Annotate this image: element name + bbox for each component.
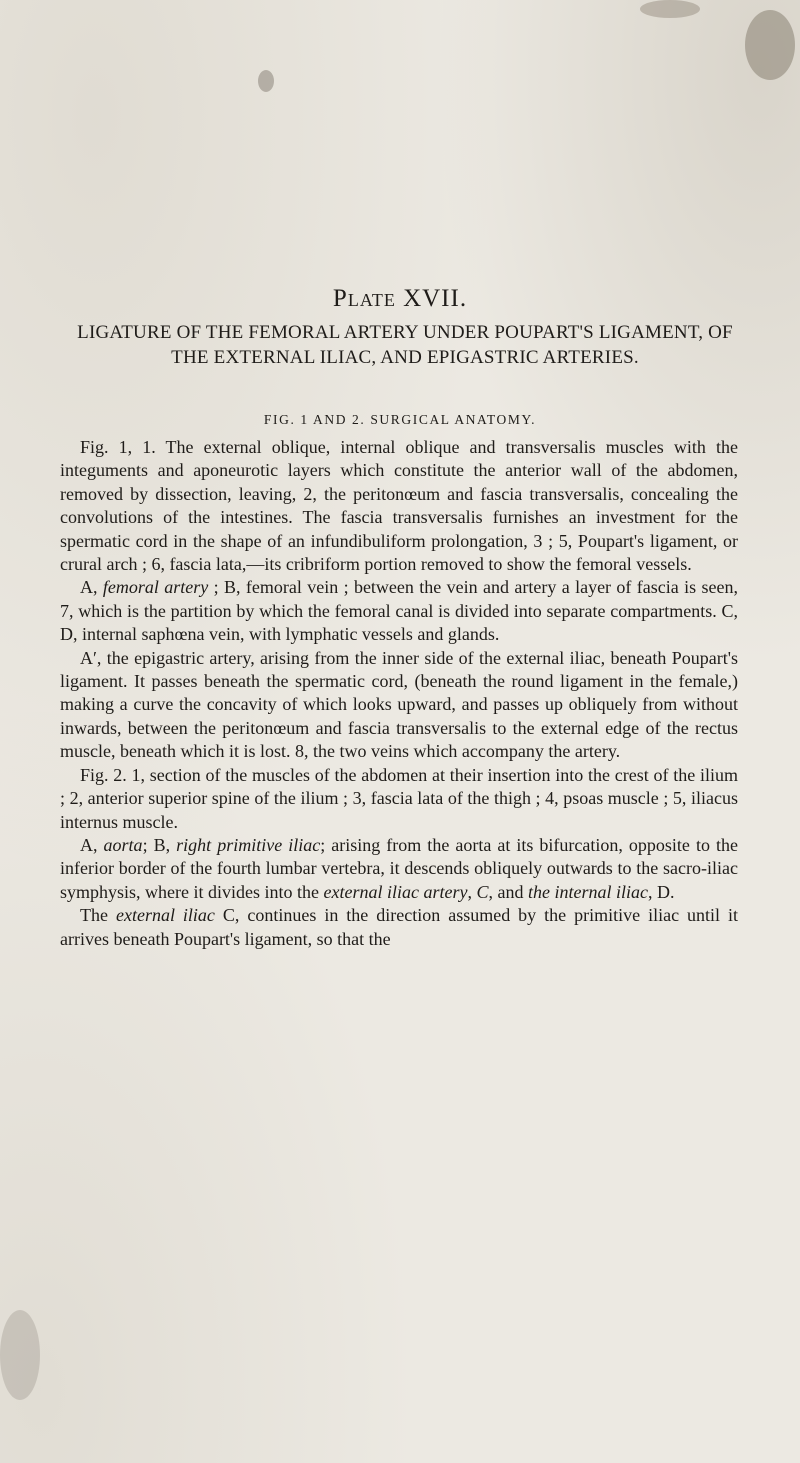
paragraph — [60, 647, 738, 764]
italic-term: the internal iliac — [527, 881, 648, 902]
main-title: LIGATURE OF THE FEMORAL ARTERY UNDER POUPART'S LIGAMENT, OF THE EXTERNAL ILIAC, AND EPIGASTRIC ARTERIES. — [77, 322, 733, 368]
text-run: ; arising from the aorta at its bifurcation, opposite to the inferior border of the fourth lumbar vertebra, it descends obliquely outwards to the sacro-iliac symphysis, where it divides into the — [60, 834, 738, 902]
italic-term: femoral artery — [102, 577, 209, 598]
ink-stain — [258, 70, 274, 92]
text-run: The — [80, 905, 116, 926]
figure-heading: FIG. 1 AND 2. SURGICAL ANATOMY. — [263, 412, 537, 427]
text-run: A, — [80, 577, 103, 598]
paragraph — [60, 904, 738, 951]
text-run: , and — [488, 881, 528, 902]
text-run: C, continues in the direction assumed by the primitive iliac until it arrives beneath Poupart's ligament, so that the — [60, 905, 739, 949]
text-run: Fig. 2. 1, section of the muscles of the abdomen at their insertion into the crest of the ilium ; 2, anterior superior spine of the ilium ; 3, fascia lata of the thigh ; 4, psoas muscle ; 5, iliacus internus muscle. — [60, 764, 738, 832]
plate-title: Plate XVII. — [332, 285, 468, 312]
paragraph — [60, 834, 738, 904]
paragraph — [60, 436, 738, 576]
paragraph — [60, 764, 738, 834]
text-run: A, — [80, 834, 104, 855]
text-run: , — [467, 881, 477, 902]
italic-term: external iliac — [115, 905, 215, 926]
text-run: Fig. 1, 1. The external oblique, internal oblique and transversalis muscles with the integuments and aponeurotic layers which constitute the anterior wall of the abdomen, removed by dissection, leaving, 2, the peritonœum and fascia transversalis, concealing the convolutions of the intestines. The fascia transversalis furnishes an investment for the spermatic cord in the shape of an infundibuliform prolongation, 3 ; 5, Poupart's ligament, or crural arch ; 6, fascia lata,—its cribriform portion removed to show the femoral vessels. — [60, 437, 738, 575]
body-text — [60, 436, 738, 951]
italic-term: external iliac artery — [323, 881, 468, 902]
ink-stain — [640, 0, 700, 18]
ink-stain — [0, 1310, 40, 1400]
text-run: ; B, femoral vein ; between the vein and artery a layer of fascia is seen, 7, which is the partition by which the femoral canal is divided into separate compartments. C, D, internal saphœna vein, with lymphatic vessels and glands. — [60, 577, 738, 645]
italic-term: aorta — [103, 834, 143, 855]
italic-term: C — [476, 881, 489, 902]
text-run: ; B, — [142, 834, 177, 855]
text-run: A′, the epigastric artery, arising from the inner side of the external iliac, beneath Poupart's ligament. It passes beneath the spermatic cord, (beneath the round ligament in the female,) making a curve the concavity of which looks upward, and passes up obliquely from without inwards, between the peritonœum and fascia transversalis to the external edge of the rectus muscle, beneath which it is lost. 8, the two veins which accompany the artery. — [60, 647, 738, 762]
paragraph — [60, 576, 738, 646]
ink-stain — [745, 10, 795, 80]
text-run: , D. — [647, 881, 675, 902]
italic-term: right primitive iliac — [176, 834, 321, 855]
